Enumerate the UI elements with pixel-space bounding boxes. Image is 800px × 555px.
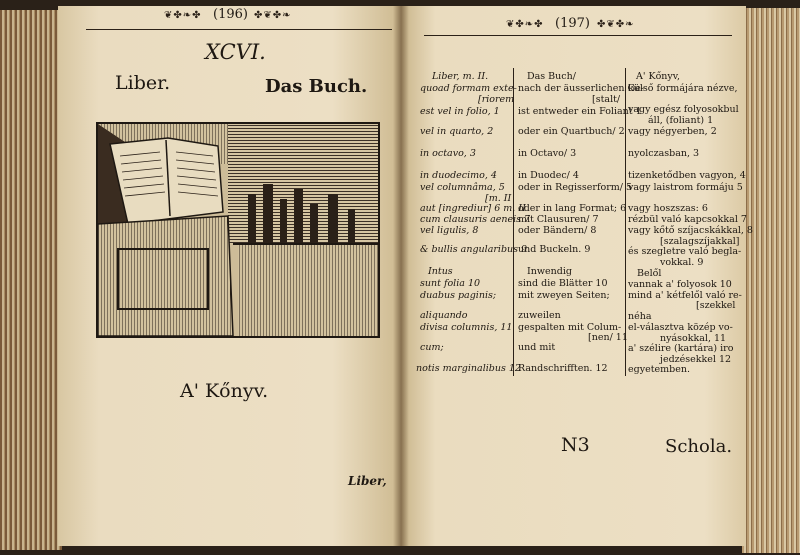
header-ornament-left: ❦✤❧✤ [506, 19, 544, 30]
german-line: mit Clausuren/ 7 [518, 214, 599, 225]
title-hungarian: A' Kőnyv. [180, 380, 269, 402]
german-line: ist entweder ein Foliant 1 [518, 106, 642, 117]
latin-line: [m. II [485, 193, 512, 204]
german-line: oder ein Quartbuch/ 2 [518, 126, 625, 137]
hungarian-line: nyásokkal, 11 [660, 333, 727, 344]
german-line: und Buckeln. 9 [518, 244, 591, 255]
latin-line: & bullis angularibus 9 [420, 244, 528, 255]
latin-line: aliquando [420, 310, 468, 321]
german-line: sind die Blätter 10 [518, 278, 608, 289]
hungarian-line: jedzésekkel 12 [660, 354, 732, 365]
hungarian-line: külső formájára nézve, [628, 83, 738, 94]
right-page-edges [742, 8, 800, 553]
latin-line: est vel in folio, 1 [420, 106, 500, 117]
header-ornament-right: ✤❦✤❧ [254, 10, 292, 21]
hungarian-line: A' Kőnyv, [636, 71, 681, 82]
hungarian-line: áll, (foliant) 1 [648, 115, 714, 126]
german-line: zuweilen [518, 310, 561, 321]
german-line: Das Buch/ [527, 71, 576, 82]
hungarian-line: vagy hoszszas: 6 [628, 203, 708, 214]
signature-mark: N3 [561, 434, 590, 456]
german-line: [stalt/ [592, 94, 621, 105]
german-line: in Duodec/ 4 [518, 170, 579, 181]
hungarian-line: rézbül való kapcsokkal 7 [628, 214, 747, 225]
latin-line: in duodecimo, 4 [420, 170, 497, 181]
hungarian-line: vagy kőtő szíjacskákkal, 8 [628, 225, 753, 236]
book-gutter [393, 6, 409, 546]
german-line: oder in lang Format; 6 [518, 203, 627, 214]
left-header-rule [86, 29, 392, 30]
german-line: in Octavo/ 3 [518, 148, 577, 159]
latin-line: vel in quarto, 2 [420, 126, 494, 137]
header-ornament-right: ✤❦✤❧ [597, 19, 635, 30]
hungarian-line: egyetemben. [628, 364, 690, 375]
latin-line: vel columnâma, 5 [420, 182, 505, 193]
german-line: Randschrifften. 12 [518, 363, 608, 374]
german-line: gespalten mit Colum- [518, 322, 622, 333]
hungarian-line: vagy egész folyosokbul [628, 104, 739, 115]
woodcut-illustration [96, 122, 380, 338]
hungarian-line: a' szélire (kartára) iro [628, 343, 734, 354]
hungarian-line: [szekkel [696, 300, 736, 311]
german-line: nach der äusserlichen Ge- [518, 83, 644, 94]
right-page-number: (197) [555, 16, 590, 31]
latin-line: quoad formam exte- [420, 83, 517, 94]
hungarian-line: tizenketődben vagyon, 4 [628, 170, 746, 181]
left-page-number: (196) [213, 7, 248, 22]
hungarian-line: mind a' kétfelől való re- [628, 290, 742, 301]
latin-line: cum; [420, 342, 444, 353]
latin-line: duabus paginis; [420, 290, 497, 301]
header-ornament-left: ❦✤❧✤ [164, 10, 202, 21]
hungarian-line: Belől [637, 268, 662, 279]
german-line: [nen/ 11 [588, 332, 628, 343]
right-header-rule [424, 35, 732, 36]
hungarian-line: el-választva közép vo- [628, 322, 733, 333]
hungarian-line: és szegletre való begla- [628, 246, 742, 257]
left-catchword: Liber, [348, 474, 387, 488]
hungarian-line: vagy négyerben, 2 [628, 126, 717, 137]
latin-line: sunt folia 10 [420, 278, 481, 289]
hungarian-line: [szalagszíjakkal] [660, 236, 740, 247]
german-line: oder in Regisserform/ 5 [518, 182, 633, 193]
german-line: mit zweyen Seiten; [518, 290, 610, 301]
latin-line: in octavo, 3 [420, 148, 476, 159]
hungarian-line: nyolczasban, 3 [628, 148, 700, 159]
latin-line: divisa columnis, 11 [420, 322, 513, 333]
latin-line: vel ligulis, 8 [420, 225, 479, 236]
latin-line: Intus [428, 266, 453, 277]
latin-line: notis marginalibus 12 [416, 363, 521, 374]
german-line: Inwendig [527, 266, 572, 277]
right-catchword: Schola. [665, 436, 733, 457]
hungarian-line: vannak a' folyosok 10 [628, 279, 732, 290]
latin-line: aut [ingrediur] 6 m. II [420, 203, 526, 214]
title-german: Das Buch. [265, 76, 368, 97]
chapter-number: XCVI. [205, 40, 266, 64]
hungarian-line: néha [628, 311, 652, 322]
latin-line: [riorem [478, 94, 515, 105]
hungarian-line: vokkal. 9 [660, 257, 704, 268]
title-latin: Liber. [115, 72, 171, 94]
hungarian-line: vagy laistrom formáju 5 [628, 182, 743, 193]
latin-line: cum clausuris aeneis 7 [420, 214, 531, 225]
german-line: und mit [518, 342, 556, 353]
latin-line: Liber, m. II. [432, 71, 489, 82]
left-page-edges [0, 10, 62, 550]
german-line: oder Bändern/ 8 [518, 225, 597, 236]
